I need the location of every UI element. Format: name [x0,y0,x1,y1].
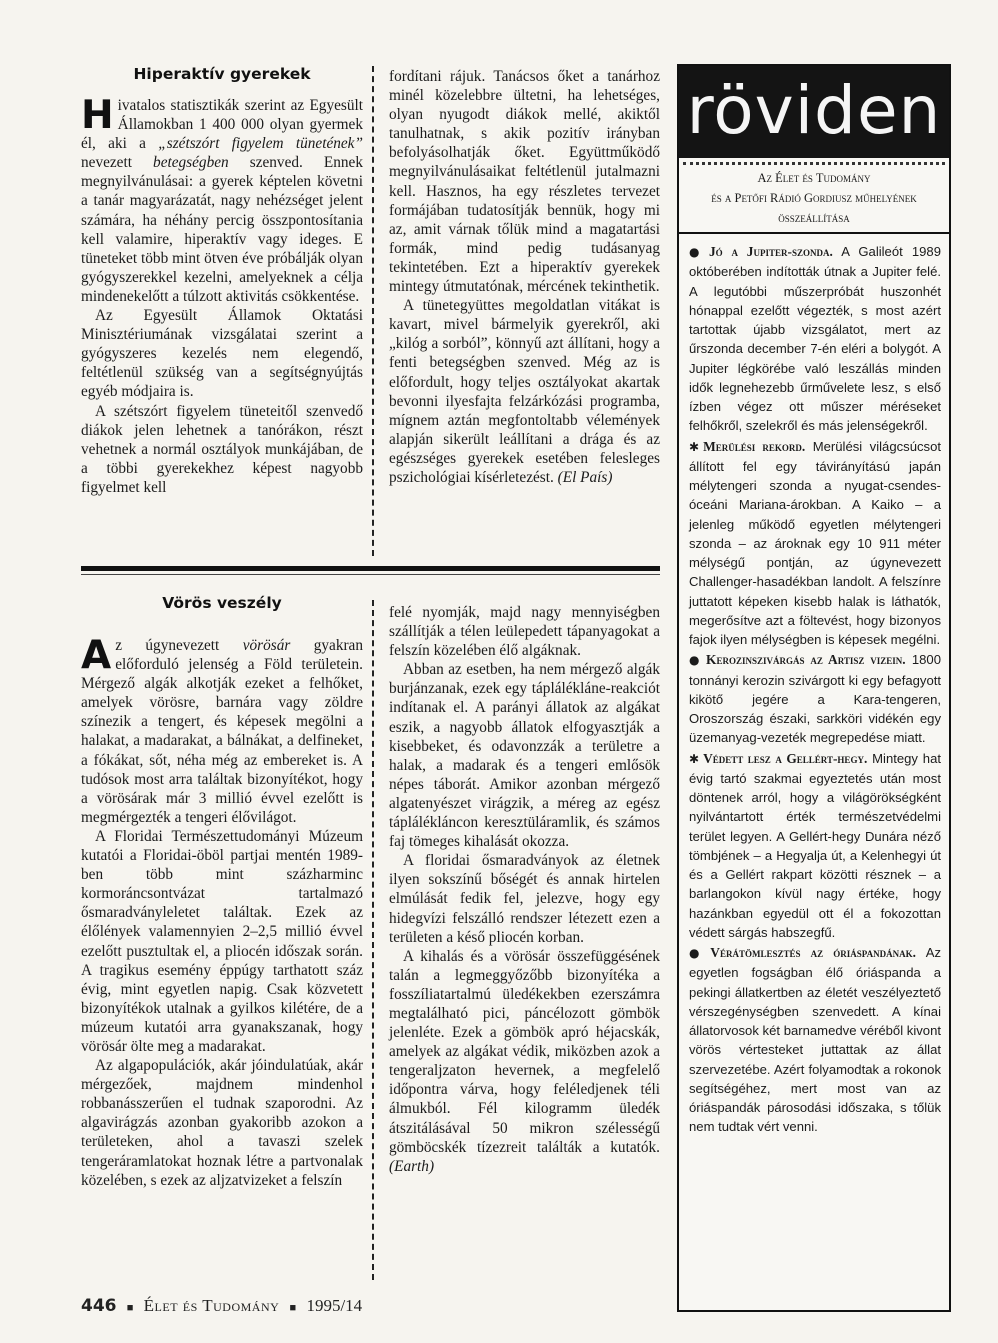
article1-paragraph-2: Az Egyesült Államok Oktatási Minisztériumának vizsgálatai szerint a gyógyszeres kezelés nem elegendő, feltétlenül szükség van a segítségnyújtás egyéb módjaira is. [81,307,363,401]
section-divider-thin [81,574,660,575]
sidebar-subtitle: Az Élet és Tudomány és a Petőfi Rádió Gordiusz műhelyének összeállítása [679,165,949,234]
article2-paragraph-1: Az úgynevezett vörösár gyakran előforduló jelenség a Föld területein. Mérgező algák alkotják ezeket a felhőket, amelyek vörösre, barnára vagy zöldre színezik a tengert, és képesek megölni a halakat, a madarakat, a bálnákat, a delfineket, a fókákat, sőt, néha még az embereket is. A tudósok most arra találtak bizonyítékot, hogy a vörösárak már 3 millió évvel ezelőtt is megmérgezték a tengeri élővilágot. [81,633,363,826]
article-title-hiperaktiv: Hiperaktív gyerekek [133,65,311,83]
article1-column-right [389,67,660,487]
bullet-icon: ● [689,245,705,259]
source-label: (Earth) [389,1157,435,1175]
news-item: ✱ Védett lesz a Gellért-hegy. Mintegy hat évig tartó szakmai egyeztetés után most döntenek arról, hogy a világörökségként nyilvántartott érték természetvédelmi terület legyen. A Gellért-hegy Dunára néző tömbjének – a Hegyalja út, a Kelenhegyi út és a Gellért rakpart közötti résznek – a barlangokon kívül nagy értéke, hogy hazánkban egyedül ott él a fokozottan védett sárgás habszegfű. [689,750,941,940]
article2-paragraph-2: A Floridai Természettudományi Múzeum kutatói a Floridai-öböl partjai mentén 1989-ben több mint százharminc kormoráncsontvázat tartalmazó ősmaradványleletet találtak. Ezek az élőlények valamennyien 2–2,5 millió évvel ezelőtt pusztultak el, a pliocén időszak során. A tragikus esemény éppúgy tarthatott száz évig, mint egyetlen napig. Csak közvetett bizonyítékok utalnak a gyilkos kilétére, de a múzeum kutatói arra gyanakszanak, hogy vörösár ölte meg a madarakat. [81,827,363,1055]
article1-column-left [81,93,363,497]
article2-paragraph-3: Az algapopulációk, akár jóindulatúak, akár mérgezőek, majdnem mindenhol robbanásszerűen el tudnak szaporodni. Az algavirágzás azonban gyakoribb azokon a területeken, ahol a tavaszi szelek tengeráramlatokat hoznak létre a partvonalak közelében, s ezek az aljzatvizeket a felszín [81,1057,363,1189]
square-icon: ■ [289,1302,297,1314]
article2-paragraph-6: A kihalás és a vörösár összefüggésének talán a legmeggyőzőbb bizonyítéka a fosszíliatartalmú üledékekben ezerszámra megtalálható pici, páncélozott gömbök jelenléte. Ezek a gömbök apró héjacskák, amelyek az algákat védik, miközben azok a tengeraljzaton hevernek, a megfelelő időpontra várva, hogy feléledjenek téli álmukból. Fél kilogramm üledék átszitálásával 50 mikron szélességű gömböcskék tízezreit találták a kutatók. (Earth) [389,947,660,1175]
article2-column-right [389,603,660,1176]
article1-paragraph-3: A szétszórt figyelem tüneteitől szenvedő diákok jelen lehetnek a tanórákon, részt vehetnek a normál osztályok munkájában, de a többi gyerekekhez képest nagyobb figyelmet kell [81,402,363,496]
magazine-name: Élet és Tudomány [143,1296,280,1315]
news-item: ● Vérátömlesztés az óriáspandának. Az egyetlen fogságban élő óriáspanda a pekingi állatkertben az életét veszélyeztető vérszegénységben szenvedett. A kínai állatorvosok két barnamedve véréből kivont vörös vértesteket juttattak az állat szervezetébe. Azért folyamodtak a rokonok segítségéhez, mert most van az óriáspandák párosodási időszaka, s tőlük nem tudtak vért venni. [689,945,941,1135]
bullet-icon: ● [689,946,707,960]
sidebar-title: röviden [679,66,949,158]
asterisk-icon: ✱ [689,751,700,766]
article1-paragraph-3-cont: fordítani rájuk. Tanácsos őket a tanárhoz minél közelebbre ültetni, ha lehetséges, olyan nyugodt diákok mellé, akiktől tanulhatnak, s akik pozitív irányban befolyásolhatják őket. Együttműködő megnyilvánulásaikat feltétlenül jutalmazni kell. Hasznos, ha egy részletes tervezet formájában tudatosítják bennük, hogy mi az, amit várnak tőlük mind a magatartási formák, mind pedig tudásanyag tekintetében. Ezt a hiperaktív gyerekek mintegy útmutatónak, mércének tekinthetik. [389,68,660,296]
news-item: ● Jó a Jupiter-szonda. A Galileót 1989 októberében indították útnak a Jupiter felé. A legutóbbi műszerpróbát huszonhét hónappal ezelőtt végezték, s most azért tartottak újabb vizsgálatot, mert az űrszonda december 7-én eléri a bolygót. A Jupiter légkörébe való leszállás minden idők legnehezebb űrművelete lesz, s első ízben végez ott műszer méréseket felhőkről, szelekről és más jelenségekről. [689,244,941,434]
article2-paragraph-5: A floridai ősmaradványok az életnek ilyen sokszínű bőségét és annak hirtelen elmúlását fedik fel, jelezve, hogy egy hidegvízi felszálló rendszer létezett ezen a területen a késő pliocén korban. [389,852,660,946]
article1-paragraph-1: Hivatalos statisztikák szerint az Egyesült Államokban 1 400 000 olyan gyermek él, aki a „szétszórt figyelem tünetének” nevezett betegségben szenved. Ennek megnyilvánulásai: a gyerek képtelen követni a tanár magyarázatát, nagy nehézséget jelent számára, ha néhány percig összpontosítania kell valamire, hiperaktív vagy ideges. E tüneteket több mint ötven éve próbálják olyan gyógyszerekkel kezelni, amelyeknek a célja mindenekelőtt a túlzott aktivitás csökkentése. [81,93,363,305]
square-icon: ■ [126,1302,134,1314]
section-divider [81,566,660,571]
column-divider [372,66,374,556]
news-item: ✱ Merülési rekord. Merülési világcsúcsot állított fel egy távirányítású japán mélytengeri szonda a nyugat-csendes-óceáni Mariana-árokban. A Kaiko – a jelenleg működő egyetlen mélytengeri szonda – az ároknak egy 10 911 méter mélységű pontján, az úgynevezett Challenger-hasadékban landolt. A felszínre juttatott képeken kisebb halak is láthatók, megerősítve azt a föltevést, hogy bizonyos fajok ilyen mélységben is képesek megélni. [689,438,941,647]
issue-number: 1995/14 [306,1296,363,1315]
news-item: ● Kerozinszivárgás az Artisz vizein. 1800 tonnányi kerozin szivárgott ki egy befagyott kikötő jegére a Kara-tengeren, Oroszország északi, sarkköri vidékén egy üzemanyag-vezeték megrepedése miatt. [689,652,941,746]
article2-paragraph-4: Abban az esetben, ha nem mérgező algák burjánzanak, ezek egy táplálékláne-reakciót indítanak el. A parányi állatok az algákat eszik, a nagyobb állatok elfogyasztják a kisebbeket, és odavonzzák a területre a halak, a madarak és a tengeri emlősök népes táborát. Amikor azonban mérgező algatenyészet virágzik, a méreg az egész táplálékláncon keresztüláramlik, és számos faj tömeges kihalását okozza. [389,661,660,851]
page-number: 446 [81,1296,117,1316]
article2-column-left [81,633,363,1190]
page-footer [81,1296,362,1316]
bullet-icon: ● [689,653,703,668]
article2-paragraph-3-cont: felé nyomják, majd nagy mennyiségben szállítják a télen leülepedett tápanyagokat a felszín közelében élő algáknak. [389,604,660,660]
column-divider [372,600,374,1280]
dropcap: H [81,93,114,138]
article1-paragraph-4: A tünetegyüttes megoldatlan vitákat is kavart, mivel bármelyik gyerekről, aki „kilóg a sorból”, könnyű azt állítani, hogy a fenti betegségben szenved. Még az is előfordult, hogy teljes osztályokat akartak bevonni ilyesfajta felzárkózási programba, mígnem aztán megfontoltabb vélemények alapján sikerült leállítani a drága és az egészséges gyerekek esetében felesleges pszichológiai kísérletezést. (El País) [389,297,660,486]
dropcap: A [81,633,112,678]
asterisk-icon: ✱ [689,439,700,454]
roviden-sidebar [677,64,951,1312]
source-label: (El País) [557,468,613,486]
article-title-voros: Vörös veszély [162,594,282,612]
sidebar-news-list [679,234,949,1137]
